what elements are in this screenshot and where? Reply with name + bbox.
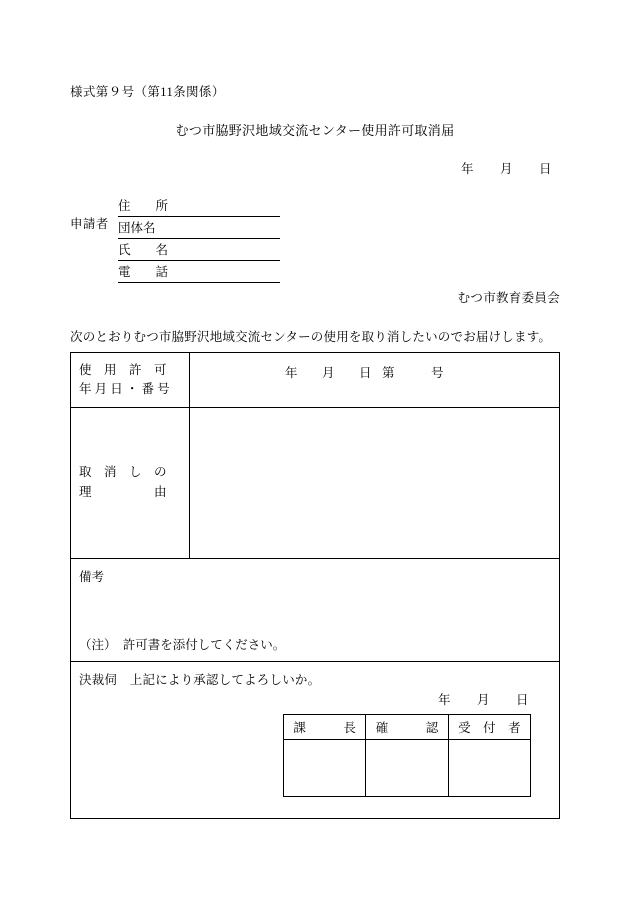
stamp-header-confirmation: 確 認	[366, 714, 448, 739]
permit-month: 月	[321, 366, 335, 380]
reason-row-value[interactable]	[190, 407, 560, 558]
applicant-label: 申請者	[70, 217, 109, 231]
header-date-month: 月	[499, 162, 513, 176]
form-number: 様式第９号（第11条関係）	[70, 85, 225, 99]
applicant-field-organization[interactable]	[118, 217, 280, 239]
permit-year: 年	[284, 366, 298, 380]
issuer-name: むつ市教育委員会	[457, 291, 560, 305]
header-date-day: 日	[538, 162, 552, 176]
applicant-field-name-label: 氏 名	[118, 243, 169, 257]
applicant-field-address[interactable]	[118, 195, 280, 217]
stamp-header-section-chief: 課 長	[284, 714, 366, 739]
applicant-field-name[interactable]	[118, 239, 280, 261]
approval-cell	[71, 661, 560, 818]
approval-date-year: 年	[437, 692, 451, 707]
table-row-permit	[71, 353, 560, 408]
stamp-value-confirmation[interactable]	[366, 739, 448, 796]
approval-date-line	[438, 690, 529, 708]
remarks-cell[interactable]	[71, 558, 560, 661]
approval-stamp-table	[283, 714, 531, 797]
applicant-field-address-label: 住 所	[118, 199, 169, 213]
permit-row-label-line2: 年 月 日 ・ 番 号	[79, 381, 170, 396]
reason-row-label-line1: 取 消 し の	[79, 465, 167, 480]
applicant-field-phone[interactable]	[118, 261, 280, 283]
header-date-line	[461, 159, 552, 177]
permit-number-prefix: 第	[382, 366, 396, 380]
header-date-year: 年	[460, 162, 474, 176]
stamp-value-row	[284, 739, 531, 796]
stamp-value-section-chief[interactable]	[284, 739, 366, 796]
applicant-field-phone-label: 電 話	[118, 265, 169, 279]
approval-title: 決裁伺 上記により承認してよろしいか。	[79, 672, 321, 687]
main-form-table	[70, 352, 560, 819]
permit-number-suffix: 号	[431, 366, 445, 380]
table-row-reason	[71, 407, 560, 558]
stamp-header-receiver: 受 付 者	[448, 714, 530, 739]
lead-text: 次のとおりむつ市脇野沢地域交流センターの使用を取り消したいのでお届けします。	[70, 330, 552, 344]
permit-day: 日	[358, 366, 372, 380]
permit-row-value[interactable]	[190, 353, 560, 408]
permit-row-label-line1: 使 用 許 可	[79, 363, 167, 377]
remarks-label: 備考	[79, 569, 105, 584]
reason-row-label	[71, 407, 190, 558]
stamp-value-receiver[interactable]	[448, 739, 530, 796]
table-row-remarks	[71, 558, 560, 661]
approval-date-day: 日	[515, 692, 529, 707]
approval-date-month: 月	[476, 692, 490, 707]
remarks-note: （注） 許可書を添付してください。	[79, 637, 286, 652]
reason-row-label-line2: 理 由	[79, 484, 167, 499]
permit-row-label	[71, 353, 190, 408]
page-title: むつ市脇野沢地域交流センター使用許可取消届	[175, 123, 455, 138]
stamp-header-row	[284, 714, 531, 739]
applicant-field-organization-label: 団体名	[118, 221, 156, 235]
applicant-fields	[118, 195, 280, 283]
table-row-approval	[71, 661, 560, 818]
